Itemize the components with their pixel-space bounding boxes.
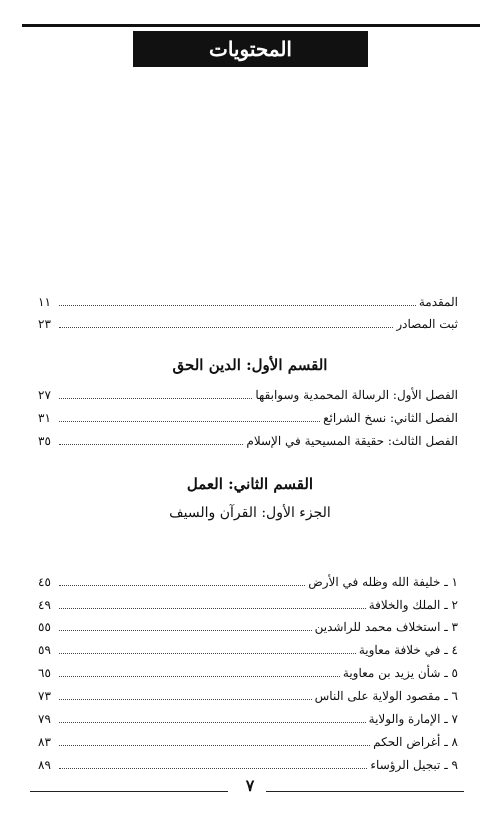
toc-entry-title: الفصل الأول: الرسالة المحمدية وسوابقها (255, 388, 458, 402)
toc-entry-page: ٤٥ (38, 575, 51, 589)
toc-entry-title: ٨ ـ أغراض الحكم (373, 735, 458, 749)
toc-entry-title: ١ ـ خليفة الله وظله في الأرض (308, 575, 458, 589)
toc-entry-title: ٤ ـ في خلافة معاوية (358, 643, 458, 657)
leader-dots (59, 327, 393, 328)
toc-entry-title: الفصل الثاني: نسخ الشرائع (323, 411, 458, 425)
leader-dots (59, 653, 356, 654)
leader-dots (59, 421, 320, 422)
top-rule (22, 24, 480, 27)
leader-dots (59, 630, 312, 631)
toc-entry-page: ٢٧ (38, 388, 51, 402)
toc-entry-title: ثبت المصادر (396, 317, 458, 331)
toc-entry-page: ٥٩ (38, 643, 51, 657)
toc-entry-page: ٧٩ (38, 712, 51, 726)
toc-entry-page: ٨٣ (38, 735, 51, 749)
toc-entry-section[interactable] (38, 687, 458, 703)
leader-dots (59, 398, 252, 399)
toc-entry-page: ٤٩ (38, 598, 51, 612)
toc-entry-title: ٦ ـ مقصود الولاية على الناس (314, 689, 458, 703)
toc-entry-title: ٢ ـ الملك والخلافة (368, 598, 458, 612)
toc-entry-chapter[interactable] (38, 386, 458, 402)
toc-entry-section[interactable] (38, 573, 458, 589)
toc-entry-chapter[interactable] (38, 432, 458, 448)
toc-entry-section[interactable] (38, 641, 458, 657)
leader-dots (59, 722, 366, 723)
toc-entry-section[interactable] (38, 756, 458, 772)
leader-dots (59, 699, 312, 700)
part2-heading: القسم الثاني: العمل (186, 475, 314, 493)
toc-entry-page: ٥٥ (38, 620, 51, 634)
leader-dots (59, 745, 370, 746)
leader-dots (59, 305, 416, 306)
toc-entry-page: ٣١ (38, 411, 51, 425)
toc-entry-sources[interactable] (38, 315, 458, 331)
page-number: ٧ (245, 776, 255, 795)
leader-dots (59, 676, 340, 677)
leader-dots (59, 585, 305, 586)
toc-entry-title: ٣ ـ استخلاف محمد للراشدين (314, 620, 458, 634)
toc-entry-page: ٢٣ (38, 317, 51, 331)
toc-entry-page: ٧٣ (38, 689, 51, 703)
toc-entry-section[interactable] (38, 710, 458, 726)
page-title-text: المحتويات (209, 37, 292, 61)
toc-entry-page: ٨٩ (38, 758, 51, 772)
toc-entry-section[interactable] (38, 664, 458, 680)
toc-entry-title: ٩ ـ تبجيل الرؤساء (370, 758, 458, 772)
part1-heading: القسم الأول: الدين الحق (172, 356, 328, 374)
toc-entry-section[interactable] (38, 618, 458, 634)
toc-entry-section[interactable] (38, 596, 458, 612)
toc-entry-title: ٥ ـ شأن يزيد بن معاوية (342, 666, 458, 680)
leader-dots (59, 768, 367, 769)
leader-dots (59, 608, 366, 609)
toc-entry-chapter[interactable] (38, 409, 458, 425)
toc-entry-page: ٣٥ (38, 434, 51, 448)
toc-entry-title: ٧ ـ الإمارة والولاية (368, 712, 458, 726)
part2-subheading: الجزء الأول: القرآن والسيف (169, 505, 331, 521)
toc-entry-page: ١١ (38, 295, 51, 309)
toc-entry-page: ٦٥ (38, 666, 51, 680)
toc-entry-title: الفصل الثالث: حقيقة المسيحية في الإسلام (246, 434, 458, 448)
toc-entry-introduction[interactable] (38, 293, 458, 309)
toc-entry-title: المقدمة (418, 295, 458, 309)
footer-rule-right (266, 791, 464, 792)
toc-entry-section[interactable] (38, 733, 458, 749)
leader-dots (59, 444, 243, 445)
page-title (133, 31, 368, 67)
